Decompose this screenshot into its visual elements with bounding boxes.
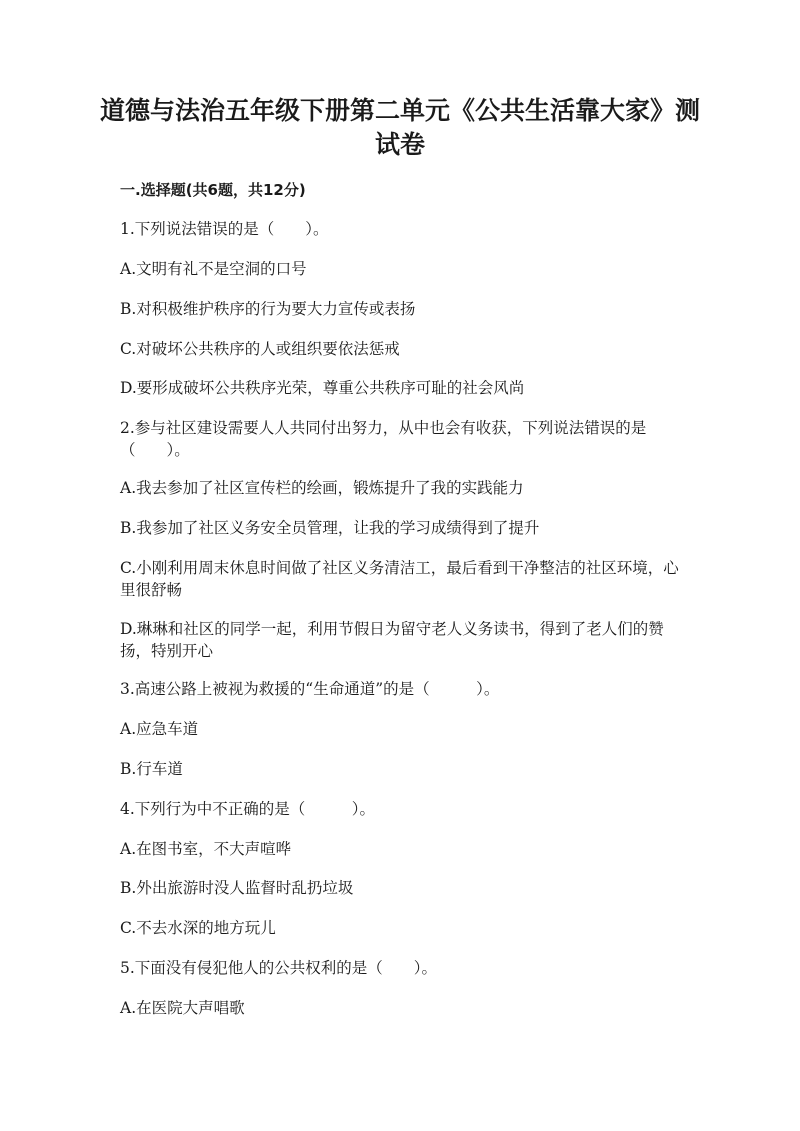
question-3-stem: 3.高速公路上被视为救援的“生命通道”的是（ ）。 [120,680,500,698]
question-3-option-b: B.行车道 [120,760,183,778]
question-1-option-d: D.要形成破坏公共秩序光荣，尊重公共秩序可耻的社会风尚 [120,379,525,397]
question-4-option-a: A.在图书室，不大声喧哗 [120,840,292,858]
question-4-option-c: C.不去水深的地方玩儿 [120,919,276,937]
question-2-option-b: B.我参加了社区义务安全员管理，让我的学习成绩得到了提升 [120,519,540,537]
question-2-option-a: A.我去参加了社区宣传栏的绘画，锻炼提升了我的实践能力 [120,479,524,497]
question-4-option-b: B.外出旅游时没人监督时乱扔垃圾 [120,879,354,897]
question-5-stem: 5.下面没有侵犯他人的公共权利的是（ ）。 [120,959,438,977]
question-1-stem: 1.下列说法错误的是（ ）。 [120,220,329,238]
page-title: 道德与法治五年级下册第二单元《公共生活靠大家》测试卷 [100,96,701,159]
question-1-option-c: C.对破坏公共秩序的人或组织要依法惩戒 [120,340,400,358]
question-2-option-c: C.小刚利用周末休息时间做了社区义务清洁工，最后看到干净整洁的社区环境，心里很舒畅 [120,559,679,599]
question-5-option-a: A.在医院大声唱歌 [120,999,245,1017]
question-1-option-b: B.对积极维护秩序的行为要大力宣传或表扬 [120,300,416,318]
question-4-stem: 4.下列行为中不正确的是（ ）。 [120,800,376,818]
question-2-stem: 2.参与社区建设需要人人共同付出努力，从中也会有收获，下列说法错误的是（ ）。 [120,419,647,459]
question-3-option-a: A.应急车道 [120,720,199,738]
section-heading: 一.选择题(共6题，共12分) [120,181,306,199]
question-2-option-d: D.琳琳和社区的同学一起，利用节假日为留守老人义务读书，得到了老人们的赞扬，特别开心 [120,620,664,660]
question-1-option-a: A.文明有礼不是空洞的口号 [120,260,307,278]
